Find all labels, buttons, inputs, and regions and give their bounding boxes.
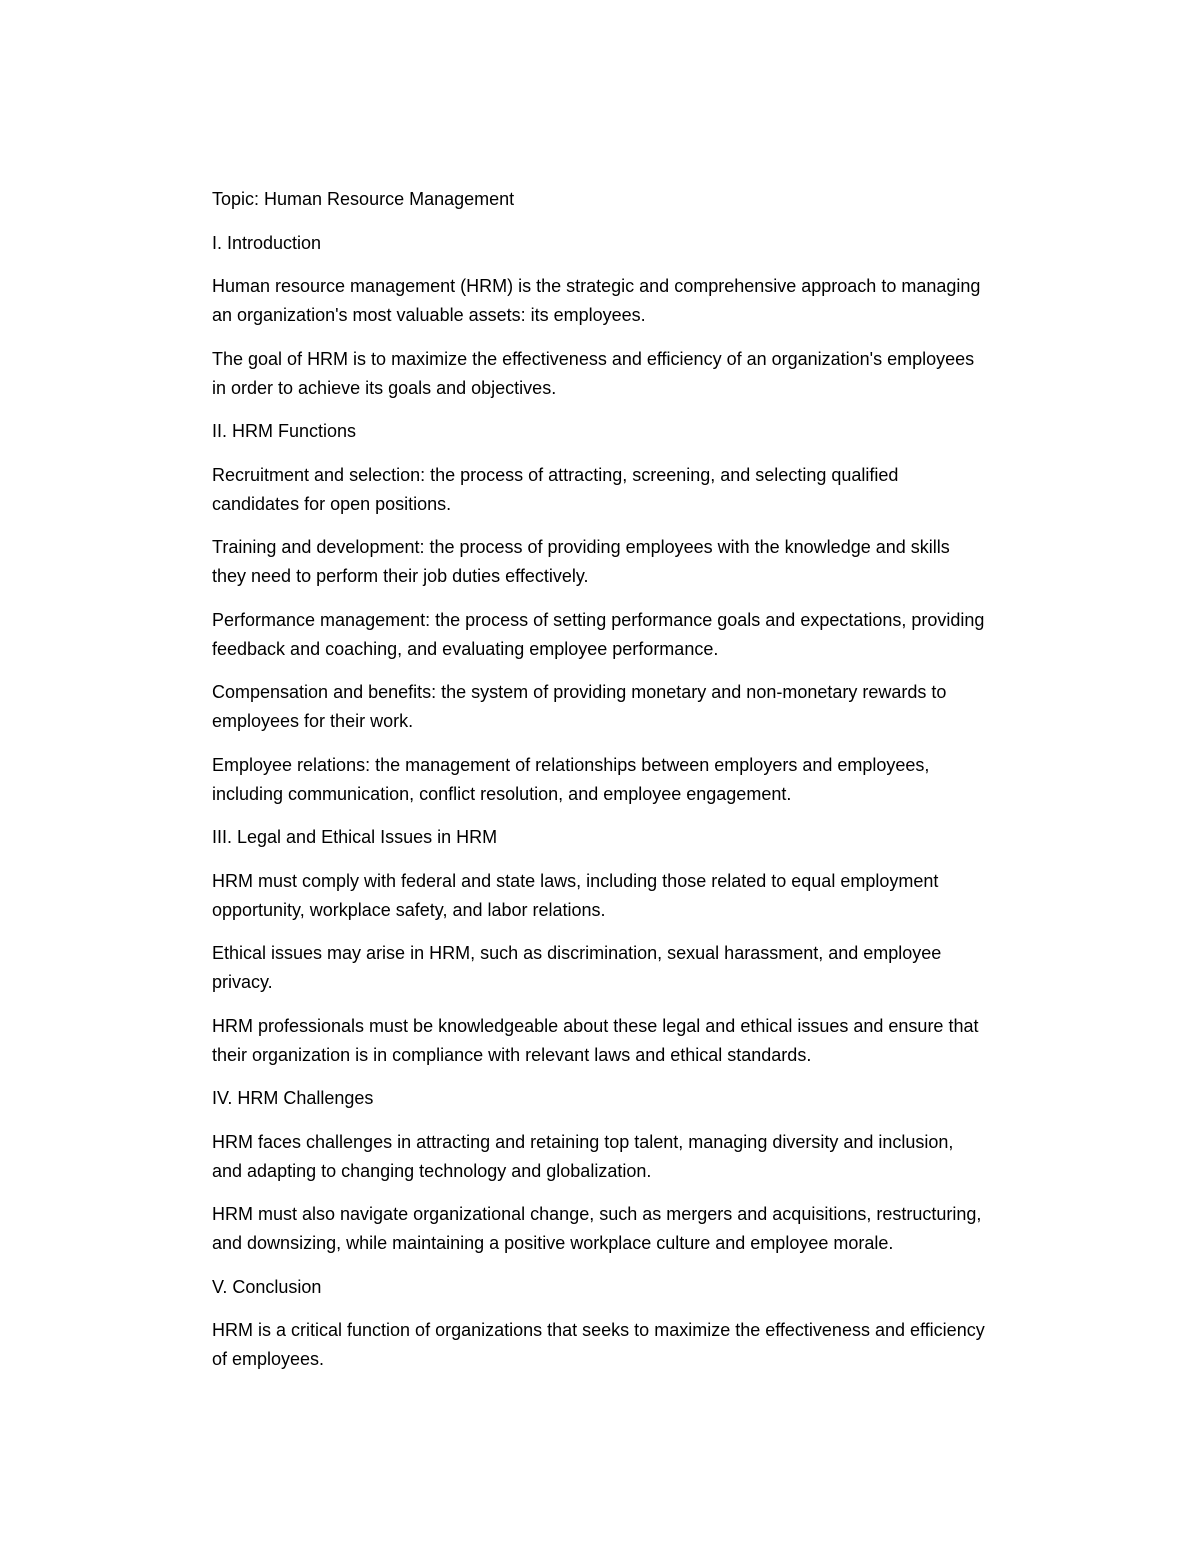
body-paragraph (212, 678, 1068, 736)
body-paragraph (212, 751, 1068, 809)
body-paragraph (212, 1012, 1068, 1070)
body-paragraph (212, 461, 1068, 519)
paragraph-line: HRM faces challenges in attracting and retaining top talent, managing diversity and inclusion, (212, 1131, 954, 1152)
section-heading: II. HRM Functions (212, 421, 357, 441)
paragraph-line: The goal of HRM is to maximize the effectiveness and efficiency of an organization's employees (212, 348, 975, 369)
paragraph-line: HRM must also navigate organizational change, such as mergers and acquisitions, restructuring, (212, 1204, 982, 1224)
paragraph-line: Training and development: the process of providing employees with the knowledge and skills (212, 537, 950, 557)
paragraph-line: including communication, conflict resolution, and employee engagement. (212, 783, 792, 804)
body-paragraph (212, 939, 1068, 997)
section-heading: V. Conclusion (212, 1276, 322, 1297)
body-paragraph (212, 606, 1068, 664)
paragraph-line: and adapting to changing technology and globalization. (212, 1160, 652, 1181)
paragraph-line: feedback and coaching, and evaluating employee performance. (212, 638, 719, 659)
paragraph-line: employees for their work. (212, 711, 414, 731)
paragraph-line: Ethical issues may arise in HRM, such as discrimination, sexual harassment, and employee (212, 943, 942, 963)
paragraph-line: HRM is a critical function of organizations that seeks to maximize the effectiveness and efficiency (212, 1320, 985, 1340)
body-paragraph (212, 345, 1068, 403)
paragraph-line: Employee relations: the management of relationships between employers and employees, (212, 754, 930, 775)
paragraph-line: and downsizing, while maintaining a positive workplace culture and employee morale. (212, 1233, 894, 1253)
body-paragraph (212, 867, 1068, 925)
document-body (212, 185, 1068, 1389)
paragraph-line: opportunity, workplace safety, and labor relations. (212, 899, 606, 920)
paragraph-line: Recruitment and selection: the process of attracting, screening, and selecting qualified (212, 464, 899, 485)
body-paragraph (212, 272, 1068, 330)
paragraph-line: they need to perform their job duties effectively. (212, 566, 589, 586)
paragraph-line: candidates for open positions. (212, 493, 452, 514)
section-heading: IV. HRM Challenges (212, 1088, 374, 1108)
paragraph-line: HRM professionals must be knowledgeable about these legal and ethical issues and ensure that (212, 1015, 979, 1036)
body-paragraph (212, 533, 1068, 591)
paragraph-line: Performance management: the process of setting performance goals and expectations, providing (212, 609, 985, 630)
section-heading: I. Introduction (212, 232, 322, 253)
paragraph-line: their organization is in compliance with relevant laws and ethical standards. (212, 1044, 812, 1065)
paragraph-line: privacy. (212, 972, 273, 992)
paragraph-line: Human resource management (HRM) is the strategic and comprehensive approach to managing (212, 276, 981, 296)
document-title: Topic: Human Resource Management (212, 189, 515, 209)
paragraph-line: Compensation and benefits: the system of providing monetary and non-monetary rewards to (212, 682, 947, 702)
body-paragraph (212, 1316, 1068, 1374)
paragraph-line: an organization's most valuable assets: its employees. (212, 305, 646, 325)
paragraph-line: of employees. (212, 1349, 325, 1369)
paragraph-line: in order to achieve its goals and objectives. (212, 377, 557, 398)
paragraph-line: HRM must comply with federal and state laws, including those related to equal employment (212, 870, 939, 891)
body-paragraph (212, 1200, 1068, 1258)
section-heading: III. Legal and Ethical Issues in HRM (212, 827, 498, 847)
body-paragraph (212, 1128, 1068, 1186)
